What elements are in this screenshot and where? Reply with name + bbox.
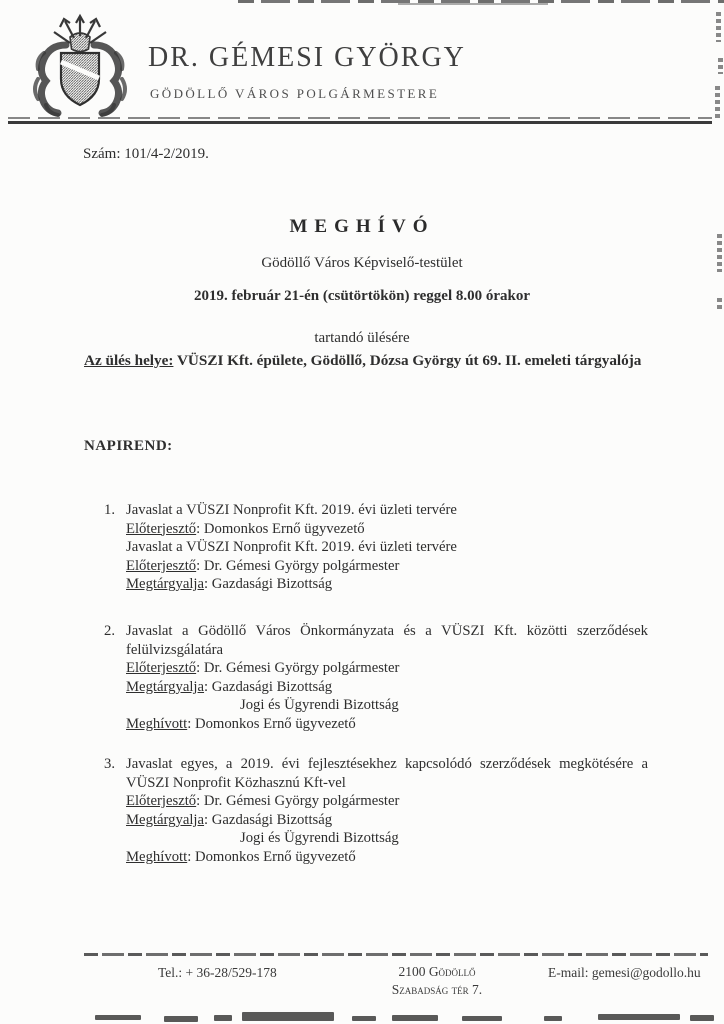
footer-email: E-mail: gemesi@godollo.hu — [548, 965, 701, 980]
footer-address — [352, 963, 522, 999]
agenda-item-number: 1. — [104, 502, 116, 518]
footer-phone: Tel.: + 36-28/529-178 — [158, 965, 277, 980]
agenda-presenter: Előterjesztő: Dr. Gémesi György polgármester — [126, 793, 400, 810]
agenda-title: Javaslat egyes, a 2019. évi fejlesztésekhez kapcsolódó szerződések megkötésére a VÜSZI Nonprofit Közhasznú Kft-vel — [126, 756, 648, 791]
agenda-invitee: Meghívott: Domonkos Ernő ügyvezető — [126, 715, 356, 732]
meeting-datetime: 2019. február 21-én (csütörtökön) reggel 8.00 órakor — [193, 288, 531, 304]
scan-speckle — [242, 1012, 334, 1021]
invitation-body-line: Gödöllő Város Képviselő-testület — [261, 255, 463, 271]
agenda-reviewer: Megtárgyalja: Gazdasági Bizottság — [126, 678, 333, 695]
scan-speckle — [716, 12, 721, 42]
scan-speckle — [392, 1015, 438, 1021]
reference-number: Szám: 101/4-2/2019. — [83, 146, 209, 162]
agenda-item-2 — [104, 622, 648, 734]
scan-speckle — [164, 1016, 198, 1022]
header-rule — [8, 117, 712, 124]
scan-speckle — [718, 58, 723, 74]
location-label: Az ülés helye: — [84, 352, 174, 369]
scan-speckle — [715, 86, 720, 120]
agenda-item-number: 2. — [104, 623, 116, 639]
agenda-presenter: Előterjesztő: Dr. Gémesi György polgármester — [126, 660, 400, 677]
agenda-invitee: Meghívott: Domonkos Ernő ügyvezető — [126, 848, 356, 865]
agenda-reviewer-2: Jogi és Ügyrendi Bizottság — [240, 697, 399, 714]
mayor-name: DR. GÉMESI GYÖRGY — [148, 42, 466, 73]
scan-speckle — [352, 1016, 376, 1021]
invitation-title: MEGHÍVÓ — [289, 216, 435, 237]
location-text: VÜSZI Kft. épülete, Gödöllő, Dózsa György út 69. II. emeleti tárgyalója — [173, 352, 642, 369]
agenda-reviewer: Megtárgyalja: Gazdasági Bizottság — [126, 811, 333, 828]
coat-of-arms-icon — [24, 12, 136, 124]
footer-address-line2: Szabadság tér 7. — [391, 982, 483, 997]
meeting-location — [84, 352, 654, 370]
agenda-title: Javaslat a VÜSZI Nonprofit Kft. 2019. évi üzleti tervére — [126, 502, 457, 518]
agenda-title: Javaslat a Gödöllő Város Önkormányzata és a VÜSZI Kft. közötti szerződések felülvizsgálatára — [126, 623, 648, 658]
scan-speckle — [462, 1016, 502, 1021]
scan-speckle — [95, 1015, 141, 1020]
agenda-item-3 — [104, 755, 648, 867]
scan-speckle — [214, 1015, 232, 1021]
agenda-reviewer: Megtárgyalja: Gazdasági Bizottság — [126, 576, 333, 593]
mayor-title: GÖDÖLLŐ VÁROS POLGÁRMESTERE — [150, 86, 440, 101]
footer-rule — [84, 953, 708, 956]
agenda-item-1 — [104, 501, 648, 594]
agenda-item-number: 3. — [104, 756, 116, 772]
agenda-reviewer-2: Jogi és Ügyrendi Bizottság — [240, 830, 399, 847]
scan-speckle — [690, 1015, 714, 1021]
agenda-heading: NAPIREND: — [84, 438, 173, 454]
agenda-presenter: Előterjesztő: Dr. Gémesi György polgármester — [126, 557, 400, 574]
scan-speckle — [598, 1014, 680, 1020]
footer-address-line1: 2100 Gödöllő — [398, 964, 476, 979]
scan-speckle — [544, 1016, 562, 1021]
agenda-title: Javaslat a VÜSZI Nonprofit Kft. 2019. évi üzleti tervére — [126, 539, 457, 556]
scan-artifact-top-edge — [398, 3, 548, 5]
agenda-presenter: Előterjesztő: Domonkos Ernő ügyvezető — [126, 520, 365, 537]
invitation-purpose: tartandó ülésére — [314, 330, 410, 346]
